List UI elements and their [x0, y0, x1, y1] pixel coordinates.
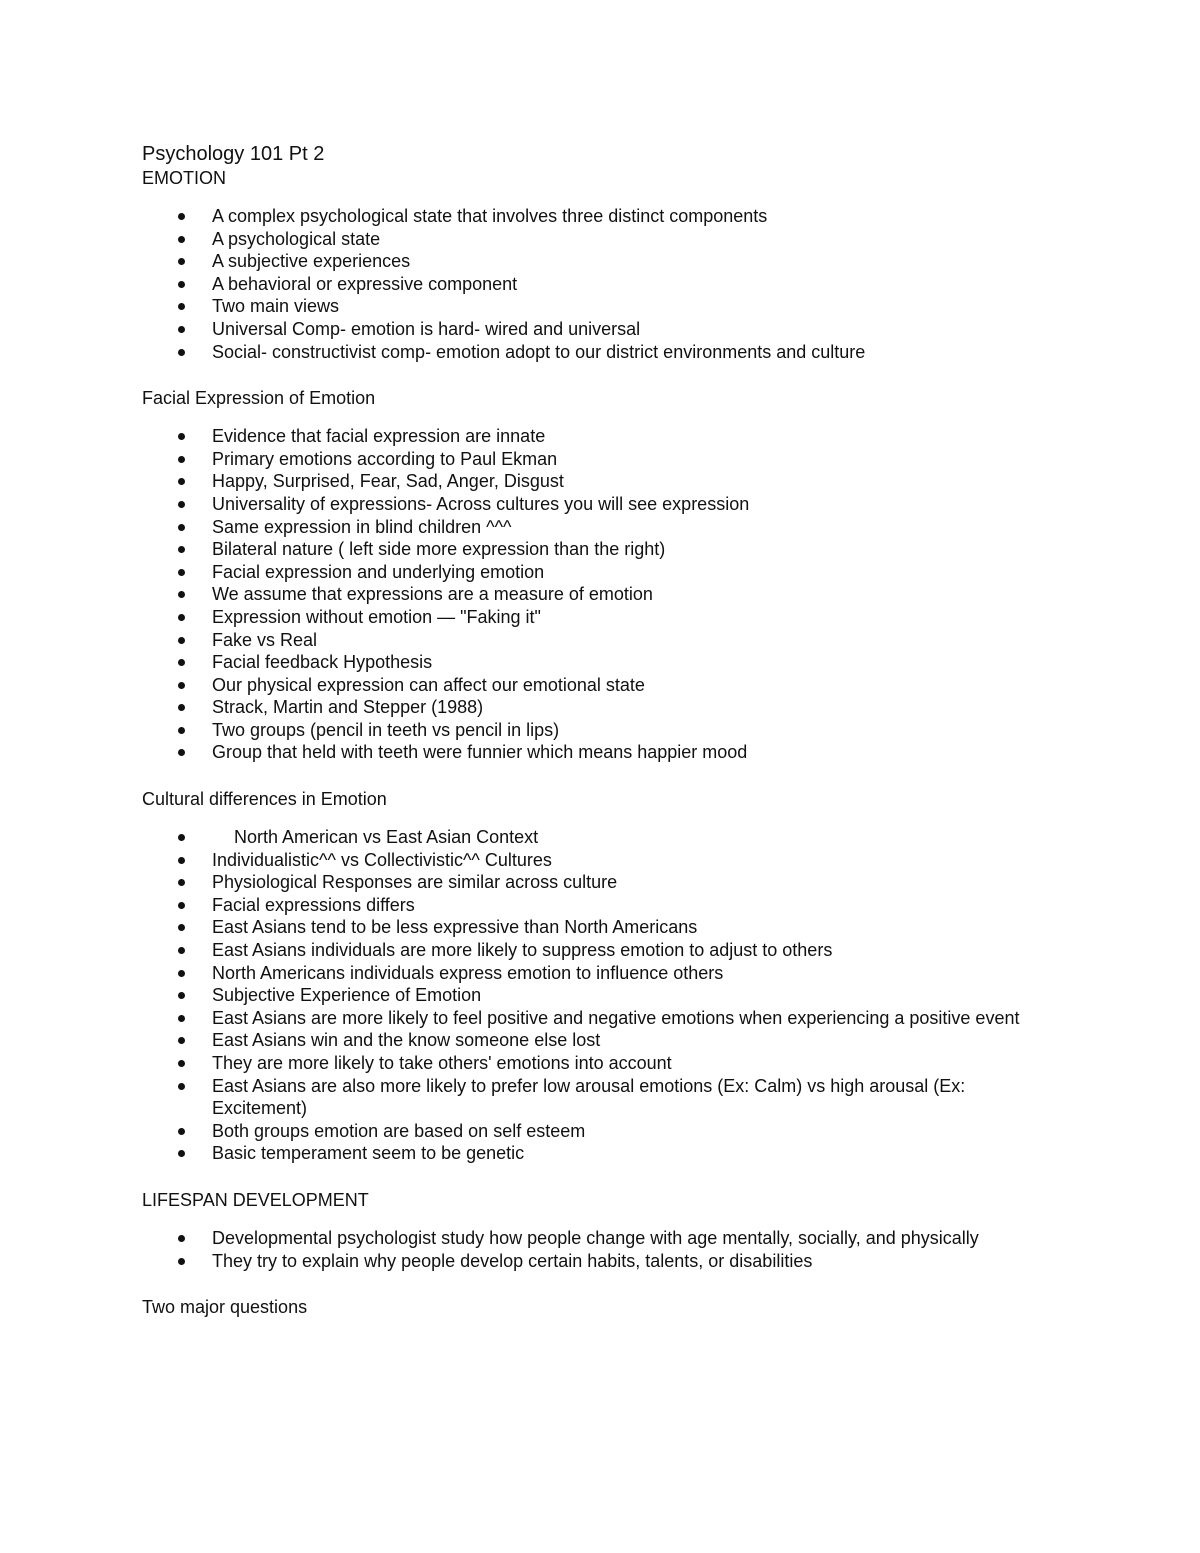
list-item: A subjective experiences [142, 250, 1062, 273]
list-item: North American vs East Asian Context [142, 826, 1062, 849]
list-item: Primary emotions according to Paul Ekman [142, 448, 1062, 471]
bullet-icon [178, 749, 185, 756]
bullet-icon [178, 1037, 185, 1044]
bullet-icon [178, 456, 185, 463]
bullet-icon [178, 501, 185, 508]
bullet-list-cultural-differences [142, 826, 1062, 1165]
list-item: East Asians individuals are more likely to suppress emotion to adjust to others [142, 939, 1062, 962]
list-item: Two groups (pencil in teeth vs pencil in lips) [142, 719, 1062, 742]
list-item: A psychological state [142, 228, 1062, 251]
bullet-icon [178, 478, 185, 485]
list-item: Expression without emotion — "Faking it" [142, 606, 1062, 629]
bullet-icon [178, 1258, 185, 1265]
section-heading-facial-expression: Facial Expression of Emotion [142, 388, 376, 409]
list-item: East Asians tend to be less expressive than North Americans [142, 916, 1062, 939]
bullet-icon [178, 1083, 185, 1090]
bullet-icon [178, 924, 185, 931]
list-item: Facial feedback Hypothesis [142, 651, 1062, 674]
bullet-icon [178, 569, 185, 576]
list-item: A complex psychological state that involves three distinct components [142, 205, 1062, 228]
bullet-icon [178, 303, 185, 310]
bullet-icon [178, 1128, 185, 1135]
bullet-icon [178, 902, 185, 909]
list-item: Group that held with teeth were funnier which means happier mood [142, 741, 1062, 764]
list-item: They try to explain why people develop certain habits, talents, or disabilities [142, 1250, 1062, 1273]
bullet-list-emotion [142, 205, 1062, 363]
bullet-icon [178, 213, 185, 220]
bullet-icon [178, 637, 185, 644]
list-item: Universality of expressions- Across cultures you will see expression [142, 493, 1062, 516]
list-item: East Asians are more likely to feel positive and negative emotions when experiencing a positive event [142, 1007, 1062, 1030]
bullet-icon [178, 591, 185, 598]
list-item: Physiological Responses are similar across culture [142, 871, 1062, 894]
bullet-icon [178, 236, 185, 243]
list-item: Facial expressions differs [142, 894, 1062, 917]
section-heading-lifespan-development: LIFESPAN DEVELOPMENT [142, 1189, 369, 1210]
list-item: They are more likely to take others' emotions into account [142, 1052, 1062, 1075]
section-heading-emotion: EMOTION [142, 168, 226, 188]
list-item: We assume that expressions are a measure of emotion [142, 583, 1062, 606]
bullet-icon [178, 727, 185, 734]
list-item: East Asians are also more likely to prefer low arousal emotions (Ex: Calm) vs high arousal (Ex: Excitement) [142, 1075, 1062, 1120]
bullet-icon [178, 879, 185, 886]
list-item: Bilateral nature ( left side more expression than the right) [142, 538, 1062, 561]
bullet-list-lifespan-development [142, 1227, 1062, 1272]
bullet-icon [178, 857, 185, 864]
bullet-icon [178, 1235, 185, 1242]
bullet-icon [178, 349, 185, 356]
bullet-icon [178, 614, 185, 621]
bullet-icon [178, 1150, 185, 1157]
list-item: Basic temperament seem to be genetic [142, 1142, 1062, 1165]
list-item: Evidence that facial expression are innate [142, 425, 1062, 448]
list-item: Individualistic^^ vs Collectivistic^^ Cultures [142, 849, 1062, 872]
document-title: Psychology 101 Pt 2 [142, 143, 325, 165]
list-item: Fake vs Real [142, 629, 1062, 652]
list-item: Universal Comp- emotion is hard- wired and universal [142, 318, 1062, 341]
list-item: A behavioral or expressive component [142, 273, 1062, 296]
bullet-icon [178, 433, 185, 440]
bullet-icon [178, 970, 185, 977]
bullet-icon [178, 659, 185, 666]
bullet-icon [178, 834, 185, 841]
bullet-icon [178, 524, 185, 531]
list-item: Facial expression and underlying emotion [142, 561, 1062, 584]
bullet-icon [178, 326, 185, 333]
bullet-icon [178, 281, 185, 288]
list-item: Subjective Experience of Emotion [142, 984, 1062, 1007]
list-item: Same expression in blind children ^^^ [142, 516, 1062, 539]
list-item: Two main views [142, 295, 1062, 318]
list-item: Our physical expression can affect our emotional state [142, 674, 1062, 697]
list-item: East Asians win and the know someone else lost [142, 1029, 1062, 1052]
list-item: Strack, Martin and Stepper (1988) [142, 696, 1062, 719]
list-item: Developmental psychologist study how people change with age mentally, socially, and physically [142, 1227, 1062, 1250]
list-item: Happy, Surprised, Fear, Sad, Anger, Disgust [142, 470, 1062, 493]
bullet-icon [178, 992, 185, 999]
section-heading-cultural-differences: Cultural differences in Emotion [142, 789, 387, 810]
bullet-icon [178, 546, 185, 553]
bullet-icon [178, 682, 185, 689]
bullet-icon [178, 1015, 185, 1022]
document-page [142, 141, 1062, 1318]
bullet-icon [178, 704, 185, 711]
list-item: Social- constructivist comp- emotion adopt to our district environments and culture [142, 341, 1062, 364]
bullet-icon [178, 258, 185, 265]
list-item: North Americans individuals express emotion to influence others [142, 962, 1062, 985]
bullet-icon [178, 1060, 185, 1067]
section-heading-two-major-questions: Two major questions [142, 1297, 308, 1318]
bullet-icon [178, 947, 185, 954]
list-item: Both groups emotion are based on self esteem [142, 1120, 1062, 1143]
bullet-list-facial-expression [142, 425, 1062, 764]
